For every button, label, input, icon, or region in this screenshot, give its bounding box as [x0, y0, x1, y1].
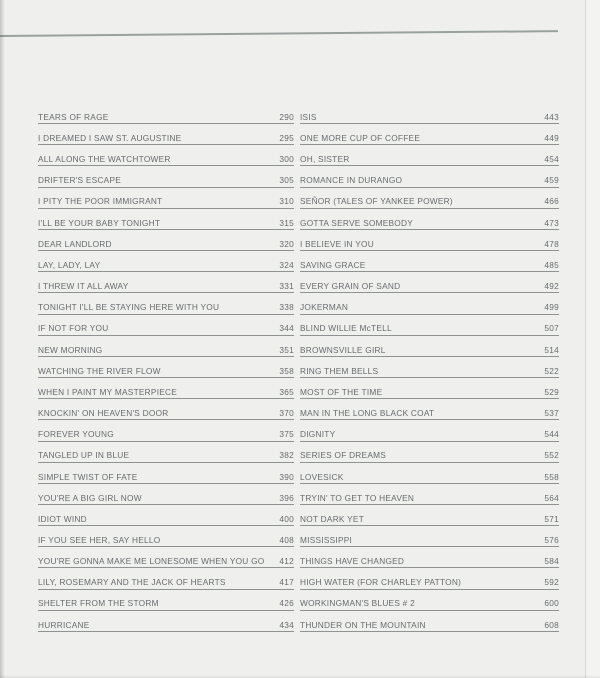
toc-entry — [38, 166, 294, 187]
song-title: SERIES OF DREAMS — [300, 450, 387, 461]
toc-entry — [38, 230, 294, 251]
page-number: 592 — [544, 577, 559, 588]
page-number: 434 — [279, 619, 294, 630]
toc-entry — [300, 336, 559, 357]
page-number: 571 — [544, 513, 559, 524]
toc-entry — [300, 272, 559, 293]
song-title: DEAR LANDLORD — [38, 238, 112, 249]
page-number: 485 — [544, 259, 559, 270]
song-title: SEÑOR (TALES OF YANKEE POWER) — [300, 196, 453, 207]
song-title: EVERY GRAIN OF SAND — [300, 281, 401, 292]
page-number: 412 — [279, 556, 294, 567]
song-title: TEARS OF RAGE — [38, 111, 109, 122]
toc-entry — [300, 103, 559, 124]
toc-entry — [300, 357, 559, 378]
page-number: 608 — [544, 619, 559, 630]
toc-entry — [38, 103, 294, 124]
page-number: 478 — [544, 238, 559, 249]
song-title: ROMANCE IN DURANGO — [300, 175, 403, 186]
toc-entry — [38, 611, 294, 632]
toc-entry — [38, 526, 294, 547]
page-number: 492 — [544, 281, 559, 292]
toc-entry — [300, 568, 559, 589]
toc-entry — [300, 315, 559, 336]
song-title: ISIS — [300, 111, 317, 122]
toc-entry — [300, 166, 559, 187]
page-number: 499 — [544, 302, 559, 313]
song-title: JOKERMAN — [300, 302, 349, 313]
toc-entry — [38, 357, 294, 378]
toc-entry — [300, 420, 559, 441]
song-title: LAY, LADY, LAY — [38, 259, 101, 270]
toc-entry — [300, 188, 559, 209]
song-title: GOTTA SERVE SOMEBODY — [300, 217, 414, 228]
page-number: 331 — [279, 281, 294, 292]
song-title: SHELTER FROM THE STORM — [38, 598, 159, 609]
song-title: DRIFTER'S ESCAPE — [38, 175, 122, 186]
toc-entry — [300, 145, 559, 166]
page-number: 358 — [279, 365, 294, 376]
toc-entry — [300, 293, 559, 314]
toc-entry — [300, 378, 559, 399]
song-title: IF NOT FOR YOU — [38, 323, 109, 334]
page-number: 310 — [279, 196, 294, 207]
toc-entry — [38, 293, 294, 314]
song-title: THUNDER ON THE MOUNTAIN — [300, 619, 426, 630]
page-number: 459 — [544, 175, 559, 186]
page-right-edge — [585, 0, 600, 678]
page-number: 351 — [279, 344, 294, 355]
page-left-edge-shadow — [0, 0, 5, 678]
song-title: TANGLED UP IN BLUE — [38, 450, 130, 461]
toc-entry — [38, 272, 294, 293]
page-number: 390 — [279, 471, 294, 482]
page-number: 449 — [544, 133, 559, 144]
page-number: 522 — [544, 365, 559, 376]
song-title: HIGH WATER (FOR CHARLEY PATTON) — [300, 577, 462, 588]
toc-entry — [38, 463, 294, 484]
page-number: 382 — [279, 450, 294, 461]
song-title: THINGS HAVE CHANGED — [300, 556, 405, 567]
toc-entry — [38, 336, 294, 357]
toc-entry — [38, 124, 294, 145]
toc-column-right — [300, 103, 559, 632]
song-title: LILY, ROSEMARY AND THE JACK OF HEARTS — [38, 577, 226, 588]
page-number: 375 — [279, 429, 294, 440]
song-title: WORKINGMAN'S BLUES # 2 — [300, 598, 415, 609]
toc-entry — [300, 230, 559, 251]
toc-entry — [38, 484, 294, 505]
song-title: LOVESICK — [300, 471, 344, 482]
page-number: 529 — [544, 386, 559, 397]
toc-entry — [300, 505, 559, 526]
page-number: 396 — [279, 492, 294, 503]
page-number: 295 — [279, 133, 294, 144]
toc-entry — [300, 463, 559, 484]
song-title: TRYIN' TO GET TO HEAVEN — [300, 492, 415, 503]
toc-entry — [38, 399, 294, 420]
song-title: MOST OF THE TIME — [300, 386, 383, 397]
toc-entry — [300, 484, 559, 505]
toc-entry — [300, 611, 559, 632]
toc-entry — [300, 590, 559, 611]
page-number: 537 — [544, 408, 559, 419]
toc-entry — [38, 315, 294, 336]
toc-entry — [300, 251, 559, 272]
page-number: 290 — [279, 111, 294, 122]
page-number: 370 — [279, 408, 294, 419]
page-number: 408 — [279, 534, 294, 545]
page-number: 514 — [544, 344, 559, 355]
song-title: I DREAMED I SAW ST. AUGUSTINE — [38, 133, 182, 144]
song-title: IF YOU SEE HER, SAY HELLO — [38, 534, 161, 545]
song-title: MAN IN THE LONG BLACK COAT — [300, 408, 435, 419]
page-number: 344 — [279, 323, 294, 334]
page-number: 552 — [544, 450, 559, 461]
toc-entry — [38, 378, 294, 399]
toc-entry — [38, 547, 294, 568]
song-title: SIMPLE TWIST OF FATE — [38, 471, 138, 482]
toc-column-left — [38, 103, 294, 632]
song-title: WATCHING THE RIVER FLOW — [38, 365, 161, 376]
song-title: NOT DARK YET — [300, 513, 365, 524]
toc-entry — [38, 420, 294, 441]
toc-entry — [300, 399, 559, 420]
toc-entry — [38, 505, 294, 526]
page-number: 305 — [279, 175, 294, 186]
song-title: IDIOT WIND — [38, 513, 87, 524]
song-title: BLIND WILLIE McTELL — [300, 323, 392, 334]
song-title: YOU'RE A BIG GIRL NOW — [38, 492, 142, 503]
song-title: ALL ALONG THE WATCHTOWER — [38, 154, 171, 165]
page-number: 473 — [544, 217, 559, 228]
song-title: SAVING GRACE — [300, 259, 366, 270]
song-title: FOREVER YOUNG — [38, 429, 114, 440]
toc-entry — [300, 547, 559, 568]
song-title: OH, SISTER — [300, 154, 350, 165]
page-number: 417 — [279, 577, 294, 588]
toc-entry — [38, 442, 294, 463]
page-number: 564 — [544, 492, 559, 503]
page-number: 400 — [279, 513, 294, 524]
page-number: 320 — [279, 238, 294, 249]
toc-entry — [38, 590, 294, 611]
top-rule — [0, 30, 558, 36]
page-number: 576 — [544, 534, 559, 545]
page-number: 466 — [544, 196, 559, 207]
page-number: 315 — [279, 217, 294, 228]
song-title: I PITY THE POOR IMMIGRANT — [38, 196, 163, 207]
toc-entry — [300, 526, 559, 547]
page-number: 300 — [279, 154, 294, 165]
song-title: ONE MORE CUP OF COFFEE — [300, 133, 421, 144]
song-title: I BELIEVE IN YOU — [300, 238, 374, 249]
page-number: 365 — [279, 386, 294, 397]
song-title: DIGNITY — [300, 429, 336, 440]
toc-entry — [38, 251, 294, 272]
toc-entry — [300, 209, 559, 230]
song-title: MISSISSIPPI — [300, 534, 353, 545]
song-title: I THREW IT ALL AWAY — [38, 281, 129, 292]
song-title: HURRICANE — [38, 619, 90, 630]
page-number: 338 — [279, 302, 294, 313]
song-title: KNOCKIN' ON HEAVEN'S DOOR — [38, 408, 169, 419]
song-title: NEW MORNING — [38, 344, 103, 355]
page-number: 443 — [544, 111, 559, 122]
toc-entry — [300, 124, 559, 145]
page-number: 507 — [544, 323, 559, 334]
song-title: BROWNSVILLE GIRL — [300, 344, 386, 355]
song-title: TONIGHT I'LL BE STAYING HERE WITH YOU — [38, 302, 220, 313]
toc-entry — [38, 145, 294, 166]
page-number: 600 — [544, 598, 559, 609]
toc-entry — [38, 188, 294, 209]
page-number: 544 — [544, 429, 559, 440]
page-number: 324 — [279, 259, 294, 270]
song-title: I'LL BE YOUR BABY TONIGHT — [38, 217, 161, 228]
toc-entry — [38, 209, 294, 230]
page-number: 454 — [544, 154, 559, 165]
toc-entry — [300, 442, 559, 463]
song-title: WHEN I PAINT MY MASTERPIECE — [38, 386, 178, 397]
song-title: RING THEM BELLS — [300, 365, 379, 376]
page-number: 426 — [279, 598, 294, 609]
page-number: 584 — [544, 556, 559, 567]
page-number: 558 — [544, 471, 559, 482]
toc-entry — [38, 568, 294, 589]
song-title: YOU'RE GONNA MAKE ME LONESOME WHEN YOU GO — [38, 556, 265, 567]
